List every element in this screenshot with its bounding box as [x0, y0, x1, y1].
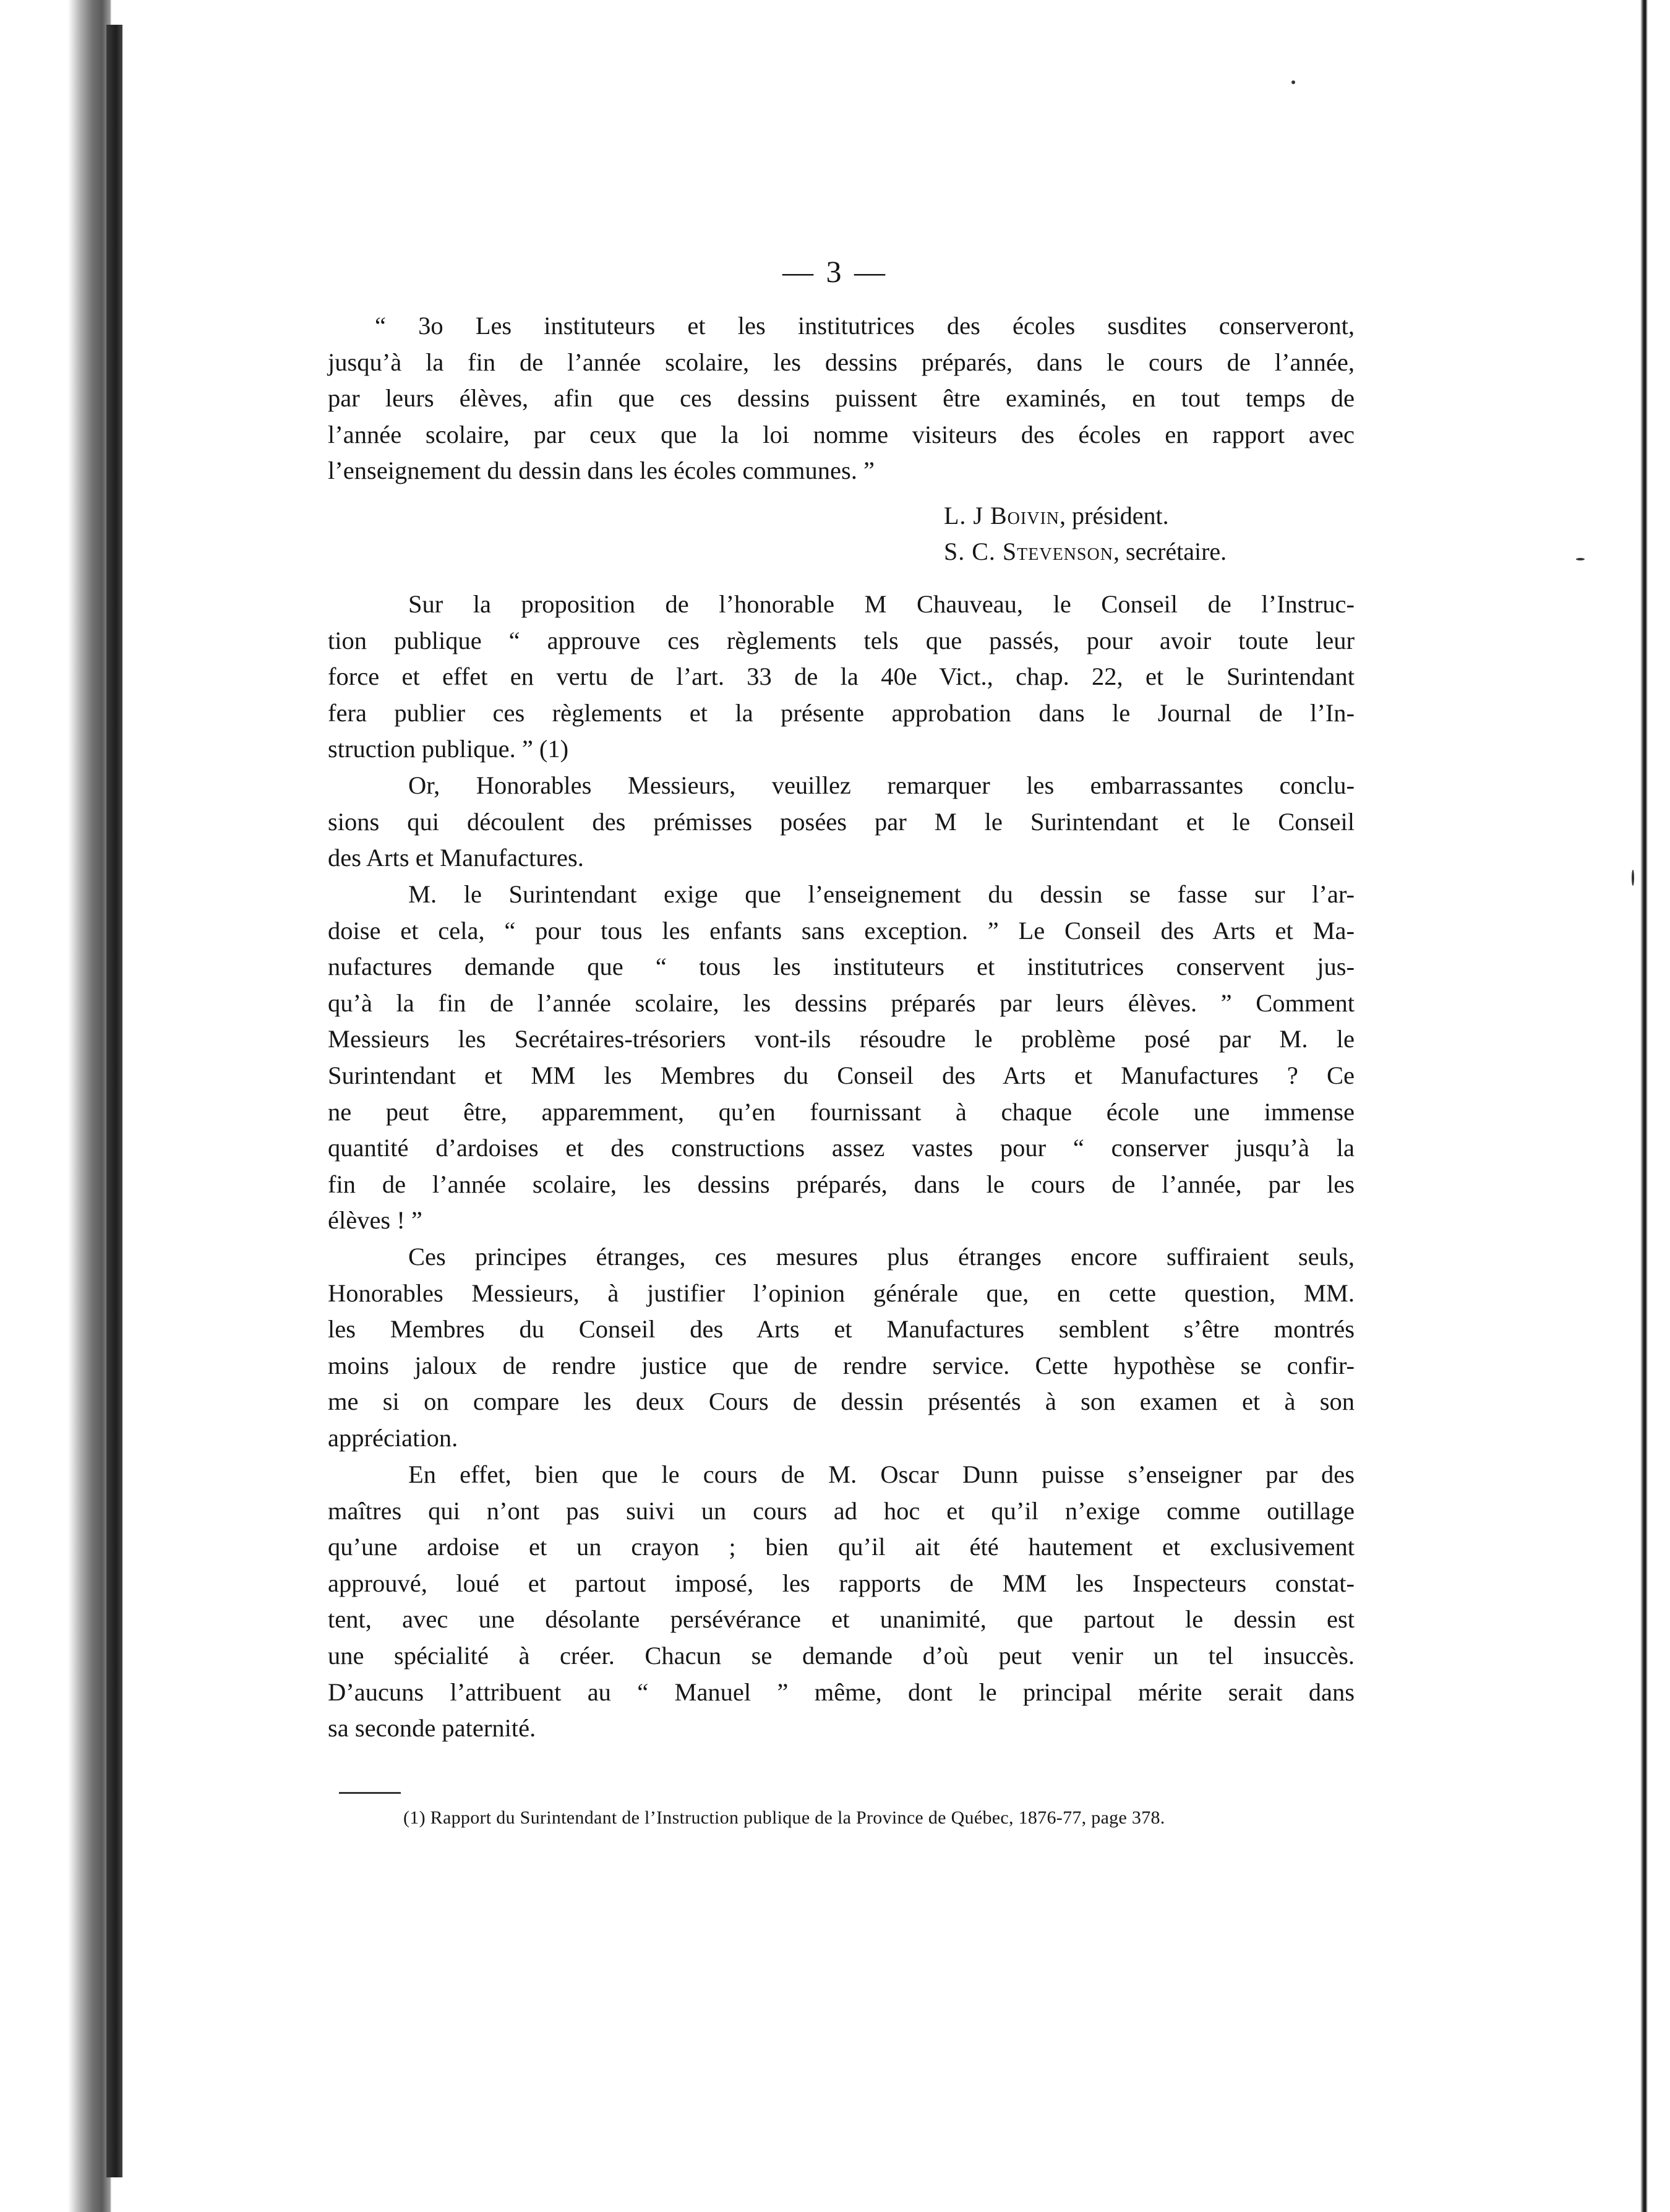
text-line: quantité d’ardoises et des constructions assez vastes pour “ conserver jusqu’à la: [328, 1134, 1355, 1162]
page-binding-shadow: [0, 0, 111, 2212]
text-line: tent, avec une désolante persévérance et unanimité, que partout le dessin est: [328, 1605, 1355, 1634]
text-line: struction publique. ” (1): [328, 735, 569, 763]
paragraph: [328, 877, 1355, 1239]
signatory-name: S. C. Stevenson: [944, 538, 1113, 565]
text-line: En effet, bien que le cours de M. Oscar Dunn puisse s’enseigner par des: [408, 1460, 1355, 1488]
text-line: Surintendant et MM les Membres du Conseil des Arts et Manufactures ? Ce: [328, 1061, 1355, 1089]
text-line: des Arts et Manufactures.: [328, 844, 584, 872]
text-line: qu’à la fin de l’année scolaire, les dessins préparés par leurs élèves. ” Comment: [328, 988, 1355, 1017]
text-line: maîtres qui n’ont pas suivi un cours ad hoc et qu’il n’exige comme outillage: [328, 1496, 1355, 1525]
text-line: Or, Honorables Messieurs, veuillez remarquer les embarrassantes conclu-: [408, 771, 1355, 799]
paragraph: [328, 1239, 1355, 1457]
signatory-title: , président.: [1060, 502, 1169, 529]
text-line: fera publier ces règlements et la présente approbation dans le Journal de l’In-: [328, 698, 1355, 727]
text-line: élèves ! ”: [328, 1206, 422, 1235]
text-line: force et effet en vertu de l’art. 33 de la 40e Vict., chap. 22, et le Surintendant: [328, 662, 1355, 691]
quote-line: l’enseignement du dessin dans les écoles communes. ”: [328, 457, 875, 485]
quote-line: jusqu’à la fin de l’année scolaire, les dessins préparés, dans le cours de l’année,: [328, 348, 1355, 376]
text-line: nufactures demande que “ tous les instituteurs et institutrices conservent jus-: [328, 953, 1355, 981]
text-line: ne peut être, apparemment, qu’en fournissant à chaque école une immense: [328, 1097, 1355, 1126]
text-line: M. le Surintendant exige que l’enseignement du dessin se fasse sur l’ar-: [408, 880, 1355, 908]
page-number: — 3 —: [782, 254, 888, 289]
signature-secretary: [944, 537, 1227, 566]
text-line: fin de l’année scolaire, les dessins préparés, dans le cours de l’année, par les: [328, 1170, 1355, 1198]
scan-speck: [1576, 558, 1585, 560]
signatory-name: L. J Boivin: [944, 502, 1060, 529]
text-line: doise et cela, “ pour tous les enfants sans exception. ” Le Conseil des Arts et Ma-: [328, 916, 1355, 945]
text-line: qu’une ardoise et un crayon ; bien qu’il ait été hautement et exclusivement: [328, 1533, 1355, 1561]
paragraph: [328, 768, 1355, 877]
text-line: les Membres du Conseil des Arts et Manufactures semblent s’être montrés: [328, 1315, 1355, 1344]
quote-line: “ 3o Les instituteurs et les institutrices des écoles susdites conserveront,: [375, 312, 1355, 340]
text-line: sions qui découlent des prémisses posées par M le Surintendant et le Conseil: [328, 807, 1355, 836]
text-line: approuvé, loué et partout imposé, les rapports de MM les Inspecteurs constat-: [328, 1569, 1355, 1597]
text-line: tion publique “ approuve ces règlements tels que passés, pour avoir toute leur: [328, 626, 1355, 654]
text-line: me si on compare les deux Cours de dessin présentés à son examen et à son: [328, 1387, 1355, 1416]
text-line: Messieurs les Secrétaires-trésoriers vont-ils résoudre le problème posé par M. le: [328, 1025, 1355, 1053]
scan-speck: [1291, 80, 1295, 84]
signatory-title: , secrétaire.: [1113, 538, 1227, 565]
signature-president: [944, 501, 1169, 530]
quote-line: par leurs élèves, afin que ces dessins puissent être examinés, en tout temps de: [328, 384, 1355, 413]
text-line: appréciation.: [328, 1423, 458, 1452]
text-line: Ces principes étranges, ces mesures plus étranges encore suffiraient seuls,: [408, 1243, 1355, 1271]
quote-line: l’année scolaire, par ceux que la loi nomme visiteurs des écoles en rapport avec: [328, 420, 1355, 448]
paragraph: [328, 586, 1355, 768]
quote-block: [328, 308, 1355, 489]
text-line: D’aucuns l’attribuent au “ Manuel ” même, dont le principal mérite serait dans: [328, 1678, 1355, 1706]
text-line: moins jaloux de rendre justice que de rendre service. Cette hypothèse se confir-: [328, 1351, 1355, 1379]
scan-edge-strip: [106, 25, 122, 2177]
footnote-separator: [339, 1792, 401, 1794]
text-line: une spécialité à créer. Chacun se demande d’où peut venir un tel insuccès.: [328, 1641, 1355, 1670]
text-line: Honorables Messieurs, à justifier l’opinion générale que, en cette question, MM.: [328, 1279, 1355, 1307]
footnote: (1) Rapport du Surintendant de l’Instruction publique de la Province de Québec, 1876-77, page 378.: [403, 1807, 1165, 1828]
scan-right-edge: [1640, 0, 1648, 2212]
text-line: sa seconde paternité.: [328, 1714, 536, 1743]
paragraph: [328, 1457, 1355, 1747]
scan-speck: [1632, 870, 1634, 886]
text-line: Sur la proposition de l’honorable M Chauveau, le Conseil de l’Instruc-: [408, 590, 1355, 618]
